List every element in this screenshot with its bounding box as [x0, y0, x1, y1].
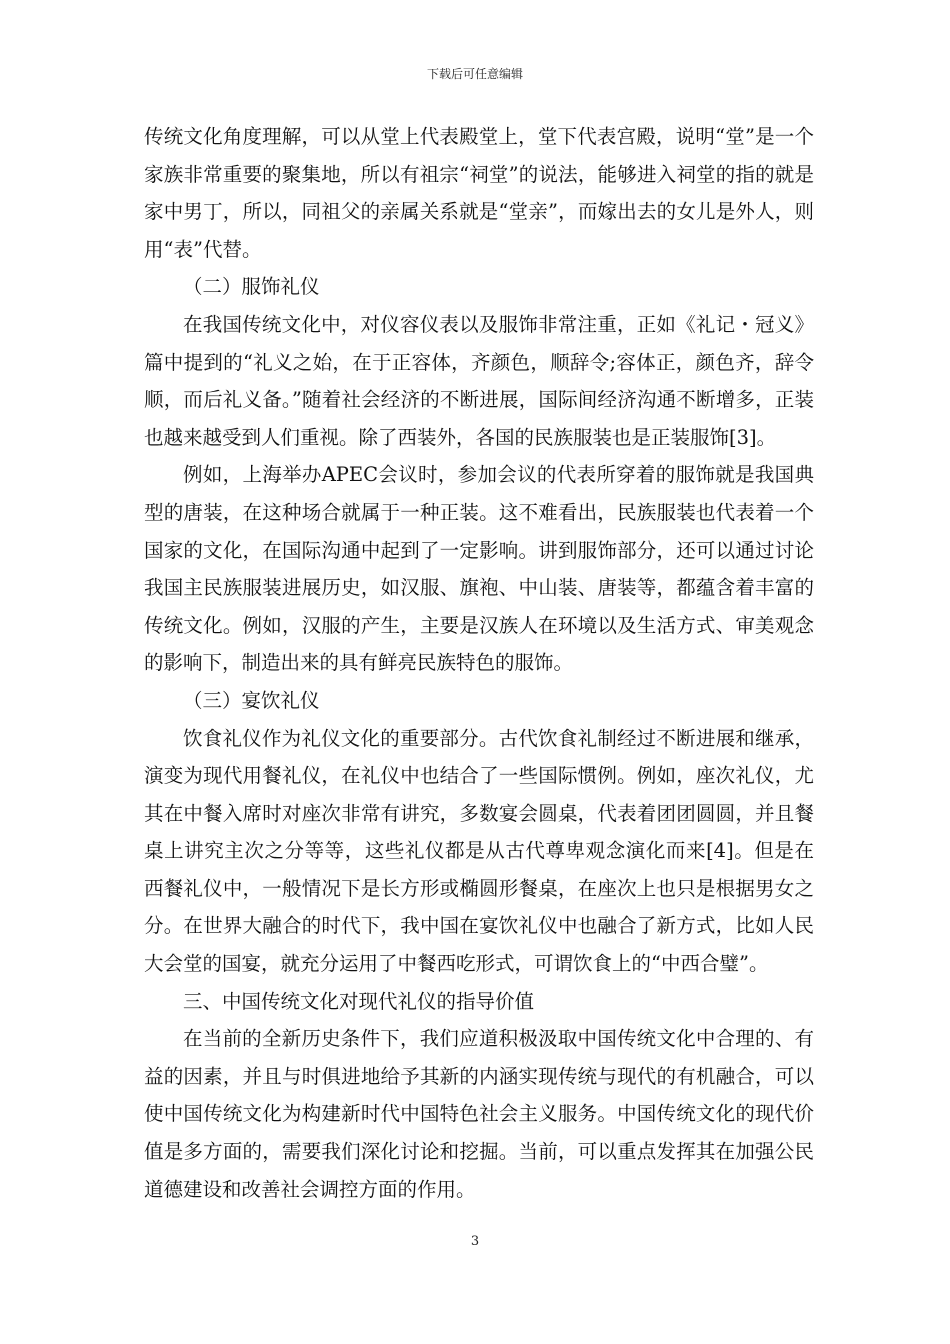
page-header: 下载后可任意编辑 — [426, 67, 523, 81]
paragraph-guiding-value: 在当前的全新历史条件下，我们应道积极汲取中国传统文化中合理的、有益的因素，并且与时俱进地给予其新的内涵实现传统与现代的有机融合，可以使中国传统文化为构建新时代中国特色社会主义服务。中国传统文化的现代价值是多方面的，需要我们深化讨论和挖掘。当前，可以重点发挥其在加强公民道德建设和改善社会调控方面的作用。 — [144, 1027, 814, 1201]
heading-section-three: 三、中国传统文化对现代礼仪的指导价值 — [183, 989, 535, 1013]
paragraph-dining-etiquette: 饮食礼仪作为礼仪文化的重要部分。古代饮食礼制经过不断进展和继承，演变为现代用餐礼仪，在礼仪中也结合了一些国际惯例。例如，座次礼仪，尤其在中餐入席时对座次非常有讲究，多数宴会圆桌，代表着团团圆圆，并且餐桌上讲究主次之分等等，这些礼仪都是从古代尊卑观念演化而来[4]。但是在西餐礼仪中，一般情况下是长方形或椭圆形餐桌，在座次上也只是根据男女之分。在世界大融合的时代下，我中国在宴饮礼仪中也融合了新方式，比如人民大会堂的国宴，就充分运用了中餐西吃形式，可谓饮食上的“中西合璧”。 — [144, 726, 814, 976]
document-body — [144, 118, 814, 1208]
paragraph-clothing-tradition: 在我国传统文化中，对仪容仪表以及服饰非常注重，正如《礼记・冠义》篇中提到的“礼义之始，在于正容体，齐颜色，顺辞令;容体正，颜色齐，辞令顺，而后礼义备。”随着社会经济的不断进展，国际间经济沟通不断增多，正装也越来越受到人们重视。除了西装外，各国的民族服装也是正装服饰[3]。 — [144, 312, 814, 449]
heading-clothing-etiquette: （二）服饰礼仪 — [183, 275, 320, 299]
paragraph-apec-example: 例如，上海举办APEC会议时，参加会议的代表所穿着的服饰就是我国典型的唐装，在这种场合就属于一种正装。这不难看出，民族服装也代表着一个国家的文化，在国际沟通中起到了一定影响。讲到服饰部分，还可以通过讨论我国主民族服装进展历史，如汉服、旗袍、中山装、唐装等，都蕴含着丰富的传统文化。例如，汉服的产生，主要是汉族人在环境以及生活方式、审美观念的影响下，制造出来的具有鲜亮民族特色的服饰。 — [144, 463, 814, 675]
page-number: 3 — [470, 1234, 480, 1249]
heading-banquet-etiquette: （三）宴饮礼仪 — [183, 688, 320, 712]
paragraph-hall-relatives: 传统文化角度理解，可以从堂上代表殿堂上，堂下代表宫殿，说明“堂”是一个家族非常重要的聚集地，所以有祖宗“祠堂”的说法，能够进入祠堂的指的就是家中男丁，所以，同祖父的亲属关系就是“堂亲”，而嫁出去的女儿是外人，则用“表”代替。 — [144, 125, 814, 261]
